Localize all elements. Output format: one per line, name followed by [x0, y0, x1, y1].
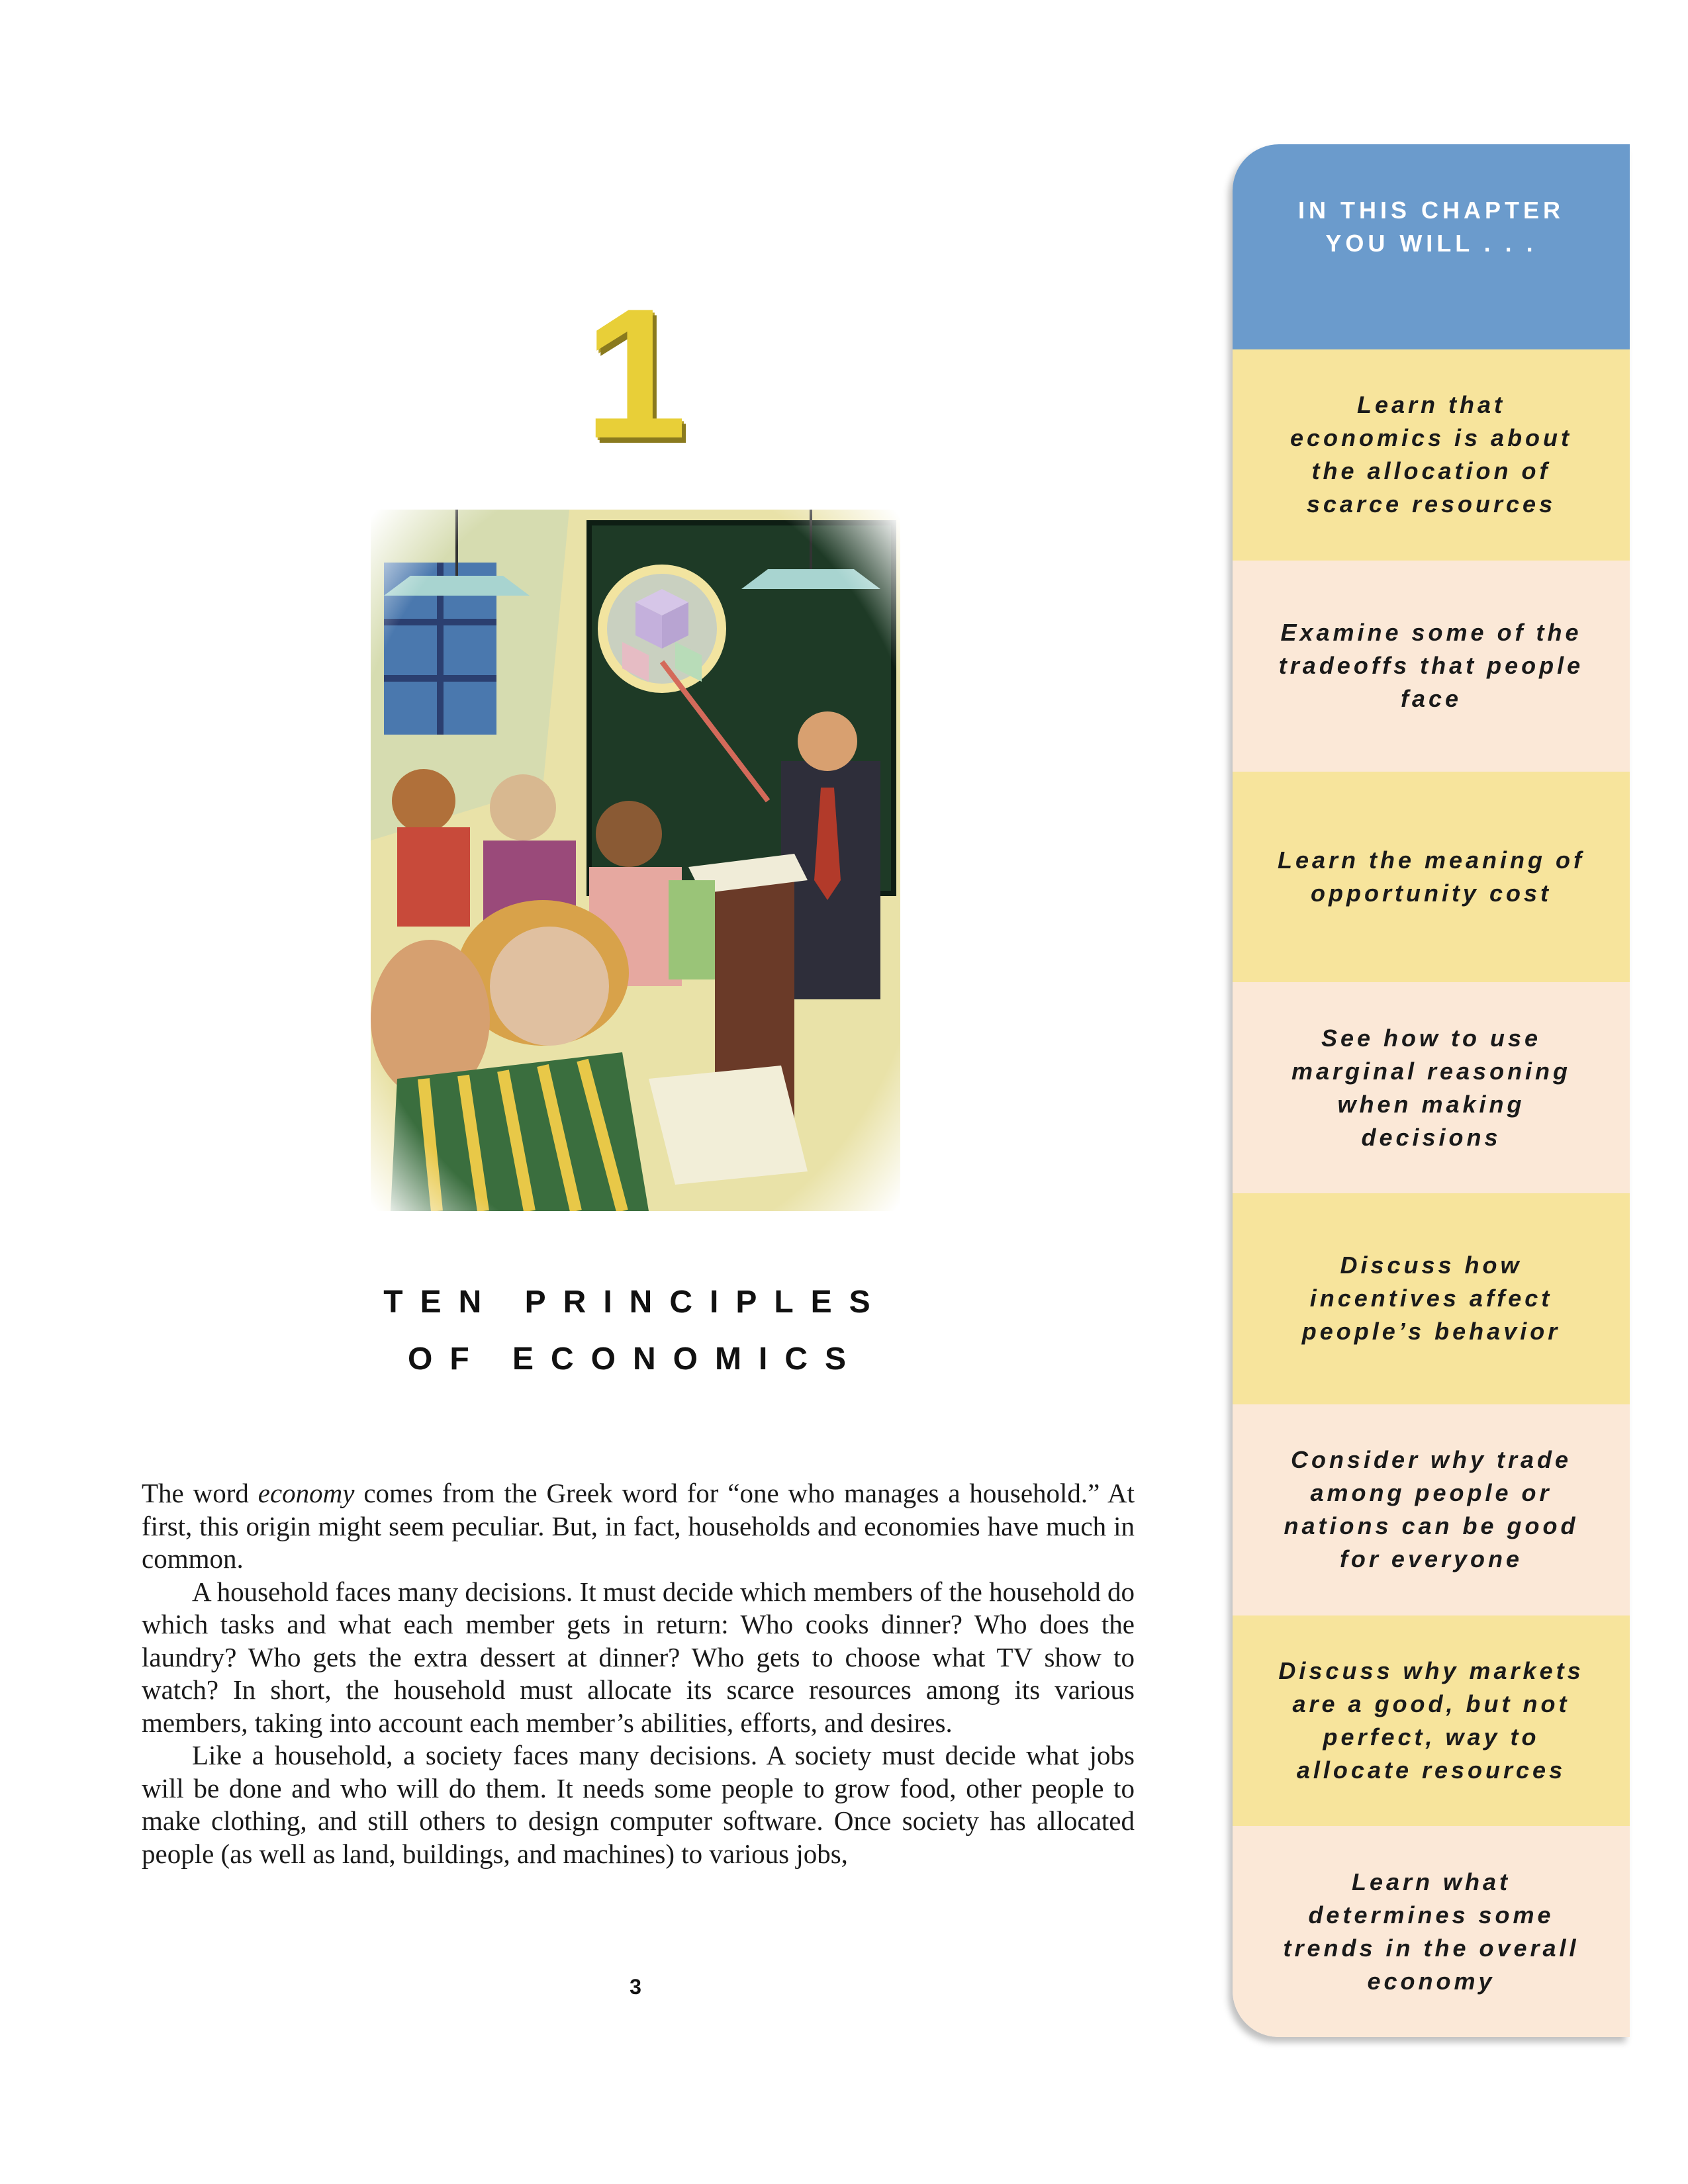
objective-line: Consider why trade	[1290, 1446, 1572, 1474]
objective-line: Discuss why markets	[1278, 1657, 1584, 1684]
objective-line: are a good, but not	[1292, 1690, 1570, 1717]
sidebar-objective-item	[1233, 1615, 1630, 1827]
sidebar-objective-item	[1233, 772, 1630, 983]
objective-line: Learn what	[1351, 1868, 1511, 1895]
sidebar-objective-item	[1233, 1193, 1630, 1404]
objective-text	[1284, 1443, 1578, 1576]
objective-line: allocate resources	[1296, 1756, 1566, 1784]
objective-line: among people or	[1310, 1479, 1552, 1507]
objective-line: See how to use	[1321, 1024, 1542, 1052]
objective-line: the allocation of	[1311, 457, 1551, 485]
chapter-number: 1	[584, 271, 687, 477]
sidebar-objective-item	[1233, 1826, 1630, 2037]
objective-line: opportunity cost	[1311, 879, 1552, 907]
objective-line: determines some	[1308, 1901, 1554, 1929]
objective-line: decisions	[1361, 1123, 1501, 1151]
objective-line: Examine some of the	[1280, 619, 1582, 647]
emphasized-term: economy	[258, 1478, 355, 1508]
objective-line: scarce resources	[1306, 490, 1556, 518]
objective-line: face	[1400, 685, 1462, 713]
chapter-title	[278, 1274, 993, 1388]
objective-line: people’s behavior	[1301, 1318, 1561, 1345]
chapter-objectives-sidebar	[1233, 144, 1630, 2037]
chapter-title-line-2: OF ECONOMICS	[407, 1342, 863, 1377]
objective-text	[1291, 1022, 1571, 1154]
sidebar-objective-item	[1233, 349, 1630, 561]
page-number: 3	[630, 1975, 641, 1999]
objective-text	[1279, 616, 1583, 715]
sidebar-header-line-1: IN THIS CHAPTER	[1297, 197, 1564, 224]
objective-line: Learn that	[1356, 391, 1505, 419]
objective-text	[1278, 1655, 1583, 1787]
objective-line: marginal reasoning	[1291, 1057, 1571, 1085]
paragraph-1: The word economy comes from the Greek word for “one who manages a household.” At first, this origin might seem peculiar. But, in fact, households and economies have much in common.	[142, 1478, 1135, 1574]
objective-line: when making	[1337, 1090, 1525, 1118]
objective-text	[1278, 844, 1585, 910]
sidebar-objective-item	[1233, 561, 1630, 772]
chapter-illustration	[371, 510, 900, 1211]
objective-text	[1290, 388, 1572, 521]
objective-line: Learn the meaning of	[1277, 846, 1585, 874]
sidebar-header	[1233, 144, 1630, 349]
objective-line: tradeoffs that people	[1278, 652, 1584, 680]
paragraph-3: Like a household, a society faces many decisions. A society must decide what jobs will be done and who will do them. It needs some people to grow food, other people to make clothing, and still others to design computer software. Once society has allocated people (as well as land, buildings, and machines) to various jobs,	[142, 1740, 1135, 1869]
sidebar-header-line-2: YOU WILL . . .	[1325, 230, 1537, 257]
sidebar-objective-item	[1233, 982, 1630, 1193]
objective-line: for everyone	[1339, 1545, 1523, 1573]
objective-line: perfect, way to	[1323, 1723, 1540, 1751]
sidebar-objective-item	[1233, 1404, 1630, 1615]
chapter-title-line-1: TEN PRINCIPLES	[383, 1285, 888, 1320]
objective-text	[1302, 1249, 1560, 1348]
objective-line: incentives affect	[1309, 1285, 1553, 1312]
objective-line: nations can be good	[1284, 1512, 1579, 1540]
objective-text	[1283, 1866, 1579, 1998]
paragraph-2: A household faces many decisions. It must decide which members of the household do which tasks and what each member gets in return: Who cooks dinner? Who does the laundry? Who gets the extra dessert at dinner? Who gets to choose what TV show to watch? In short, the household must allocate its scarce resources among its various members, taking into account each member’s abilities, efforts, and desires.	[142, 1576, 1135, 1738]
objective-line: economy	[1367, 1967, 1495, 1995]
body-text	[142, 1477, 1135, 1870]
objective-line: trends in the overall	[1283, 1934, 1579, 1962]
objective-line: Discuss how	[1340, 1251, 1523, 1279]
objective-line: economics is about	[1289, 424, 1573, 452]
